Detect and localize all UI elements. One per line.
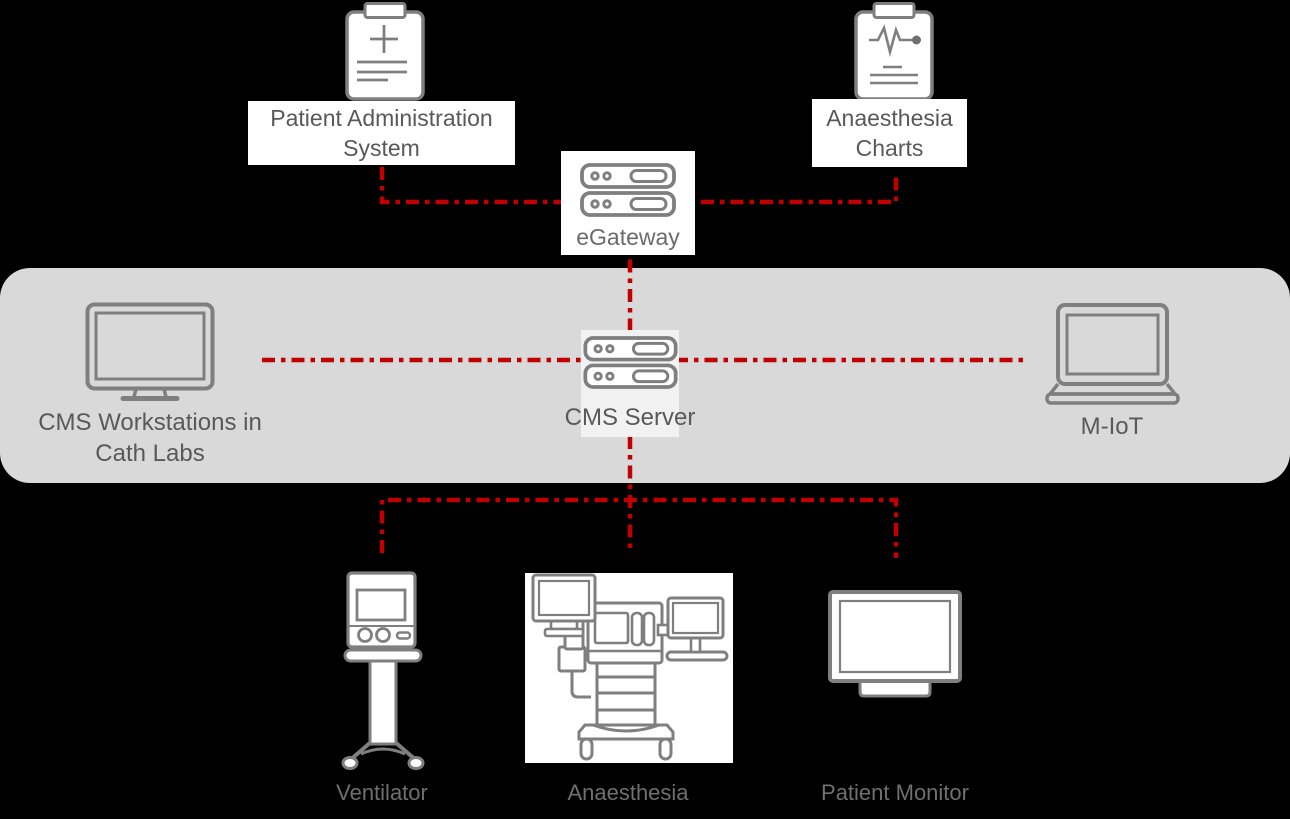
desktop-monitor-icon (85, 302, 215, 402)
clipboard-ecg-icon (853, 2, 935, 102)
anaesthesia-charts-label (812, 99, 967, 167)
anaesthesia-machine-label: Anaesthesia (567, 780, 689, 805)
server-stack-icon (580, 163, 676, 217)
ventilator-icon (333, 570, 433, 775)
cms-workstations-node (85, 302, 215, 407)
patient-monitor-label: Patient Monitor (821, 780, 969, 805)
anaesthesia-machine-node (525, 573, 733, 763)
clipboard-plus-icon (344, 2, 426, 102)
patient-monitor-node (828, 590, 962, 703)
cms-server-label: CMS Server (564, 404, 696, 431)
patient-admin-label-text: Patient Administration System (270, 104, 493, 161)
cms-workstations-label: CMS Workstations in Cath Labs (38, 409, 262, 468)
edge-cms-to-devices (382, 500, 896, 558)
laptop-icon (1045, 303, 1180, 405)
anaesthesia-charts-node (853, 2, 935, 107)
ventilator-label: Ventilator (336, 780, 428, 805)
patient-admin-label (248, 101, 515, 165)
anaesthesia-machine-icon (525, 573, 733, 763)
miot-label: M-IoT (1080, 413, 1144, 440)
egateway-node (561, 151, 695, 255)
patient-admin-node (344, 2, 426, 107)
egateway-label: eGateway (576, 224, 680, 250)
miot-node (1045, 303, 1180, 410)
server-stack-icon (583, 336, 678, 389)
anaesthesia-charts-label-text: Anaesthesia Charts (826, 104, 953, 161)
patient-monitor-icon (828, 590, 962, 698)
ventilator-node (333, 570, 433, 780)
